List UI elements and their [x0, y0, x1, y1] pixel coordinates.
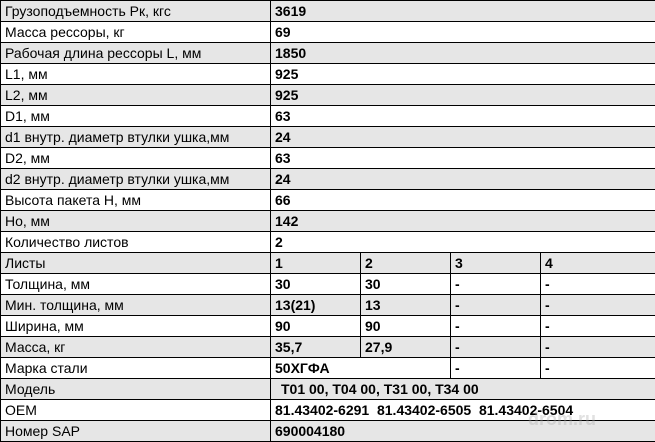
label-sap: Номер SAP: [1, 421, 271, 442]
value-ho: 142: [271, 211, 655, 232]
min-thickness-leaf-3: -: [451, 295, 541, 316]
label-load-capacity: Грузоподъемность Рк, кгс: [1, 1, 271, 22]
value-working-length: 1850: [271, 43, 655, 64]
row-model: [1, 379, 655, 400]
leaf-col-3: 3: [451, 253, 541, 274]
mass-leaf-4: -: [541, 337, 655, 358]
row-min-thickness: [1, 295, 655, 316]
value-d1-outer: 63: [271, 106, 655, 127]
thickness-leaf-1: 30: [271, 274, 361, 295]
width-leaf-2: 90: [361, 316, 451, 337]
watermark-logo: drom.ru: [528, 409, 597, 429]
row-working-length: [1, 43, 655, 64]
row-mass: [1, 337, 655, 358]
width-leaf-1: 90: [271, 316, 361, 337]
value-pack-height: 66: [271, 190, 655, 211]
mass-leaf-1: 35,7: [271, 337, 361, 358]
steel-leaf-3: -: [451, 358, 541, 379]
row-d1-outer: [1, 106, 655, 127]
row-leaf-count: [1, 232, 655, 253]
value-l1: 925: [271, 64, 655, 85]
thickness-leaf-4: -: [541, 274, 655, 295]
thickness-leaf-2: 30: [361, 274, 451, 295]
value-d2-outer: 63: [271, 148, 655, 169]
label-mass: Масса, кг: [1, 337, 271, 358]
value-l2: 925: [271, 85, 655, 106]
leaf-col-4: 4: [541, 253, 655, 274]
label-oem: OEM: [1, 400, 271, 421]
row-oem: [1, 400, 655, 421]
row-ho: [1, 211, 655, 232]
min-thickness-leaf-4: -: [541, 295, 655, 316]
label-width: Ширина, мм: [1, 316, 271, 337]
row-load-capacity: [1, 1, 655, 22]
row-pack-height: [1, 190, 655, 211]
label-l2: L2, мм: [1, 85, 271, 106]
row-leaves-header: [1, 253, 655, 274]
label-spring-mass: Масса рессоры, кг: [1, 22, 271, 43]
thickness-leaf-3: -: [451, 274, 541, 295]
row-l1: [1, 64, 655, 85]
value-load-capacity: 3619: [271, 1, 655, 22]
row-l2: [1, 85, 655, 106]
label-leaves: Листы: [1, 253, 271, 274]
value-spring-mass: 69: [271, 22, 655, 43]
mass-leaf-2: 27,9: [361, 337, 451, 358]
label-l1: L1, мм: [1, 64, 271, 85]
label-model: Модель: [1, 379, 271, 400]
label-min-thickness: Мин. толщина, мм: [1, 295, 271, 316]
leaf-col-1: 1: [271, 253, 361, 274]
value-d1-inner: 24: [271, 127, 655, 148]
leaf-col-2: 2: [361, 253, 451, 274]
value-sap: 690004180: [271, 421, 655, 442]
width-leaf-4: -: [541, 316, 655, 337]
mass-leaf-3: -: [451, 337, 541, 358]
label-thickness: Толщина, мм: [1, 274, 271, 295]
value-model: Т01 00, Т04 00, Т31 00, Т34 00: [271, 379, 655, 400]
label-d1-outer: D1, мм: [1, 106, 271, 127]
label-leaf-count: Количество листов: [1, 232, 271, 253]
value-oem: 81.43402-6291 81.43402-6505 81.43402-6504: [271, 400, 655, 421]
row-d2-inner: [1, 169, 655, 190]
label-ho: Но, мм: [1, 211, 271, 232]
row-width: [1, 316, 655, 337]
value-leaf-count: 2: [271, 232, 655, 253]
label-steel-grade: Марка стали: [1, 358, 271, 379]
row-spring-mass: [1, 22, 655, 43]
row-steel-grade: [1, 358, 655, 379]
row-d2-outer: [1, 148, 655, 169]
label-d1-inner: d1 внутр. диаметр втулки ушка,мм: [1, 127, 271, 148]
min-thickness-leaf-1: 13(21): [271, 295, 361, 316]
value-d2-inner: 24: [271, 169, 655, 190]
steel-leaf-4: -: [541, 358, 655, 379]
row-d1-inner: [1, 127, 655, 148]
row-sap: [1, 421, 655, 442]
label-d2-inner: d2 внутр. диаметр втулки ушка,мм: [1, 169, 271, 190]
label-d2-outer: D2, мм: [1, 148, 271, 169]
min-thickness-leaf-2: 13: [361, 295, 451, 316]
value-steel-grade: 50ХГФА: [271, 358, 451, 379]
label-working-length: Рабочая длина рессоры L, мм: [1, 43, 271, 64]
row-thickness: [1, 274, 655, 295]
label-pack-height: Высота пакета Н, мм: [1, 190, 271, 211]
width-leaf-3: -: [451, 316, 541, 337]
